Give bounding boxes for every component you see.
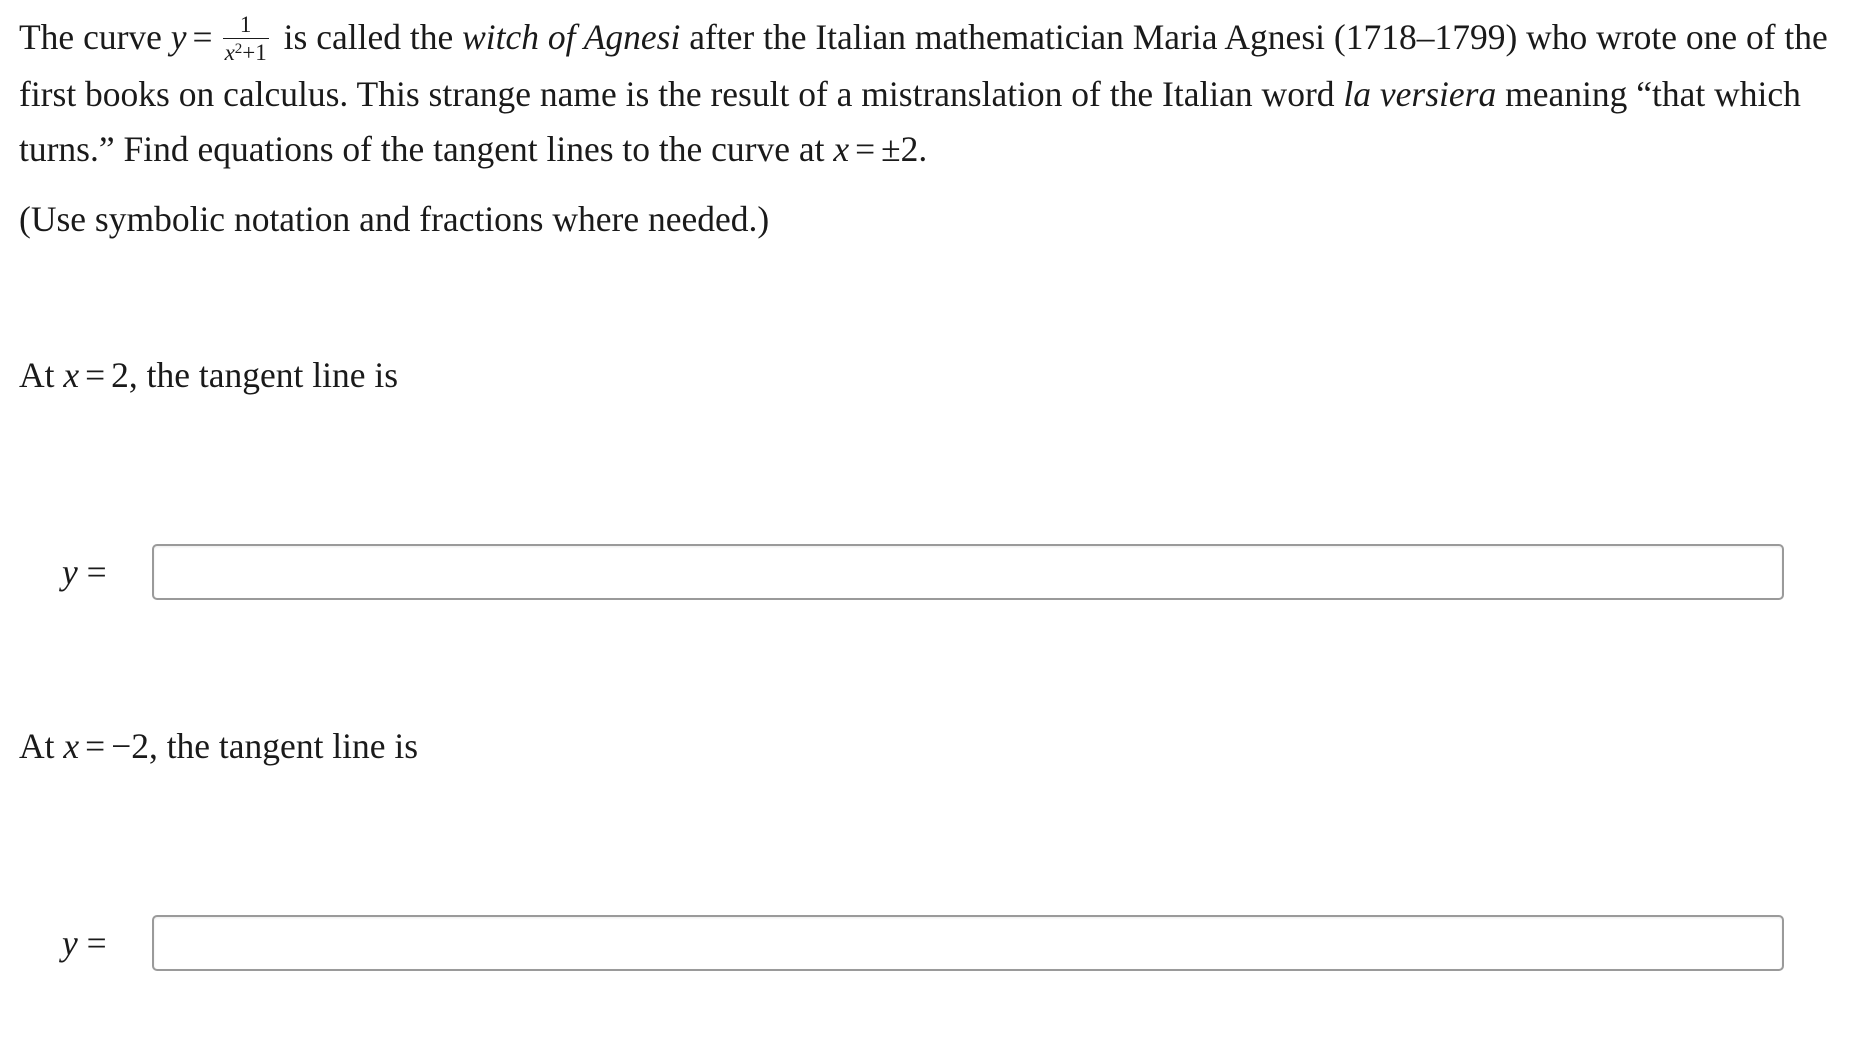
part-2-answer-input[interactable] [152, 915, 1784, 971]
part-2-answer-row [62, 913, 1784, 973]
curve-variable: y [170, 17, 187, 57]
denominator-variable: x [224, 40, 235, 66]
after-fraction-text: is called the [283, 17, 454, 57]
part-2-label [19, 719, 418, 774]
part-1-answer-variable: y [62, 552, 78, 592]
notation-hint: (Use symbolic notation and fractions where needed.) [19, 199, 770, 239]
part-1-label [19, 348, 398, 403]
part-1-suffix: 2, the tangent line is [111, 355, 399, 395]
part-1-answer-equals: = [86, 552, 107, 592]
curve-name: witch of Agnesi [462, 17, 681, 57]
part-2-prefix: At [19, 726, 55, 766]
part-1-answer-input[interactable] [152, 544, 1784, 600]
part-2-answer-variable: y [62, 923, 78, 963]
part-2-equals: = [85, 726, 106, 766]
part-1-equals: = [85, 355, 106, 395]
x-value: ±2. [881, 129, 928, 170]
curve-prefix: The curve [19, 17, 162, 57]
curve-fraction [223, 12, 269, 65]
problem-text [19, 0, 1849, 177]
italian-word: la versiera [1343, 74, 1497, 115]
part-1-answer-label [62, 551, 152, 593]
problem-statement [19, 0, 1849, 177]
fraction-numerator: 1 [223, 12, 269, 39]
fraction-denominator [223, 39, 269, 65]
x-variable: x [833, 129, 850, 170]
part-2-suffix: −2, the tangent line is [111, 726, 419, 766]
part-1-variable: x [63, 355, 80, 395]
after-name-text: after the Italian mathematician Maria Agnesi (1718–1799) who wrote one of the first books on calculus. This strange name is the result of a mistranslation of the Italian word [19, 17, 1828, 115]
part-1-prefix: At [19, 355, 55, 395]
x-equals-sign: = [855, 129, 876, 170]
part-2-variable: x [63, 726, 80, 766]
denominator-rest: +1 [242, 40, 267, 66]
part-2-answer-equals: = [86, 923, 107, 963]
part-2-answer-label [62, 922, 152, 964]
denominator-exponent: 2 [234, 41, 243, 58]
part-1-answer-row [62, 542, 1784, 602]
after-word-text: meaning “that which turns.” Find equations of the tangent lines to the curve at [19, 74, 1801, 170]
equals-sign: = [192, 17, 213, 57]
